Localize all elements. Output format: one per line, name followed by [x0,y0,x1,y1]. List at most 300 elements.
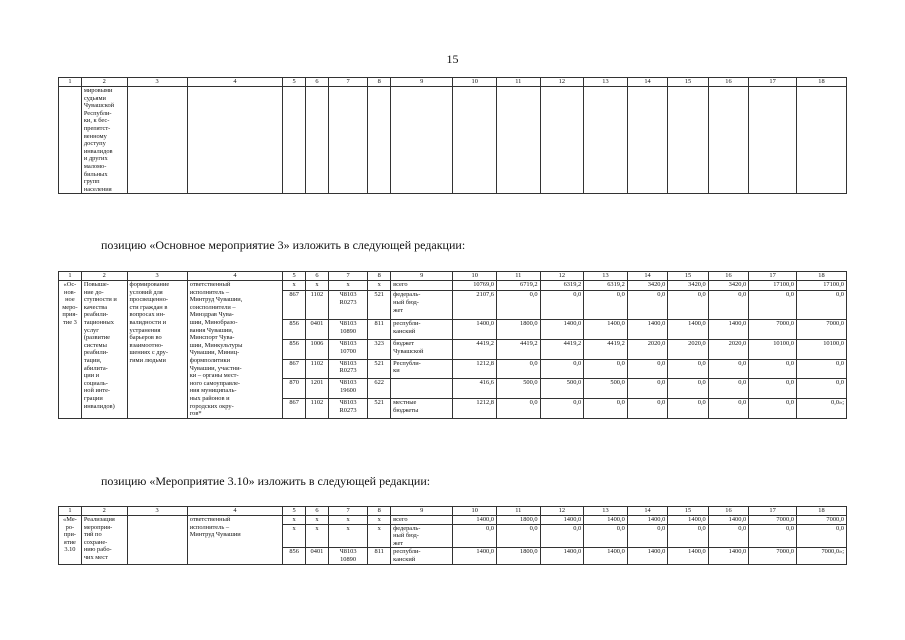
responsible-executor-cell-line: соисполнители – [189,303,236,311]
funding-value-cell: 1400,0 [708,320,748,340]
column-number-cell: 14 [627,507,667,516]
column-number-cell: 1 [59,78,82,87]
grbs-code-cell: 867 [283,398,306,418]
funding-value-cell: 0,0»; [796,398,846,418]
funding-value-cell: 1400,0 [584,516,628,525]
responsible-executor-cell-line: исполнитель – [189,523,230,531]
funding-value-cell: 1212,8 [453,359,497,379]
responsible-executor-cell [187,516,283,565]
measure-goal-cell-line: устранения [129,326,161,334]
target-article-line: 10700 [340,347,357,355]
funding-value-cell: 3420,0 [627,281,667,291]
column-number-cell: 16 [708,272,748,281]
column-number-cell: 2 [81,507,127,516]
grbs-code-cell: 856 [283,548,306,564]
funding-value-cell: 0,0 [668,291,708,320]
responsible-executor-cell-line: ответственный [189,281,231,288]
measure-name-cell-line: системы [83,341,107,349]
funding-value-cell: 0,0 [540,291,584,320]
funding-value-cell: 0,0 [584,524,628,548]
column-number-cell: 7 [328,507,367,516]
instruction-heading-main-measure-3: позицию «Основное мероприятие 3» изложить в следующей редакции: [101,238,466,252]
empty-cell [187,87,283,194]
measure-name-cell-line: Повыше- [83,281,109,288]
column-number-cell: 14 [627,272,667,281]
measure-name-line: судьями [83,94,106,102]
empty-cell [328,87,367,194]
empty-cell [584,87,628,194]
target-article-cell [328,516,367,525]
measure-name-line: населения [83,185,112,193]
column-number-cell: 16 [708,507,748,516]
measure-name-cell-line: качества [83,303,108,311]
funding-source-cell [391,548,453,564]
funding-value-cell: 0,0 [749,524,797,548]
measure-goal-cell-line: взаимоотно- [129,341,164,349]
funding-source-cell [391,524,453,548]
column-number-cell: 17 [749,272,797,281]
funding-value-cell: 3420,0 [668,281,708,291]
expense-type-cell: 622 [368,379,391,399]
funding-value-cell: 7000,0 [796,516,846,525]
measure-number-cell-line: «Ме- [63,516,77,523]
measure-name-cell-line: сохране- [83,538,108,546]
column-number-cell: 12 [540,507,584,516]
funding-source-line: канский [393,327,416,335]
measure-name-cell-line: тационных [83,318,114,326]
target-article-line: Ч8103 [339,359,357,367]
expense-type-cell: 811 [368,548,391,564]
responsible-executor-cell-line: ных районов и [189,394,230,402]
funding-value-cell: 0,0 [540,359,584,379]
funding-value-cell: 4419,2 [540,339,584,359]
responsible-executor-cell-line: шии, Минкультуры [189,341,243,349]
measure-number-cell-line: меро- [62,303,78,311]
column-number-cell: 9 [391,272,453,281]
measure-goal-cell [127,281,187,419]
measure-name-line: бильных [83,170,108,178]
column-number-cell: 1 [59,507,82,516]
target-article-cell [328,339,367,359]
funding-value-cell: 0,0 [796,359,846,379]
measure-goal-cell-line: просвещенно- [129,296,169,304]
measure-name-cell-line: услуг [83,326,99,334]
expense-type-cell: 323 [368,339,391,359]
column-number-cell: 2 [81,272,127,281]
measure-goal-cell-line: вопросах ин- [129,311,166,319]
measure-name-cell-line: тий по [83,531,102,539]
measure-name-cell [81,516,127,565]
funding-source-line: жет [393,539,404,547]
column-number-cell: 16 [708,78,748,87]
measure-name-cell-line: мероприя- [83,523,113,531]
measure-name-line: групп [83,178,100,186]
target-article-line: Ч8103 [339,320,357,328]
responsible-executor-cell-line: Минздрав Чува- [189,311,234,319]
target-article-cell [328,320,367,340]
empty-cell [627,87,667,194]
funding-source-cell [391,516,453,525]
funding-value-cell: 0,0 [627,359,667,379]
funding-value-cell: 1400,0 [708,548,748,564]
section-code-cell: х [306,281,329,291]
expense-type-cell: х [368,524,391,548]
column-number-cell: 10 [453,272,497,281]
responsible-executor-cell-line: городских окру- [189,402,234,410]
column-number-cell: 13 [584,78,628,87]
funding-source-line: жет [393,306,404,314]
grbs-code-cell: 867 [283,359,306,379]
empty-cell [306,87,329,194]
funding-value-cell: 7000,0»; [796,548,846,564]
responsible-executor-cell-line: ки – органы мест- [189,372,239,380]
funding-value-cell: 1800,0 [497,320,541,340]
column-number-cell: 2 [81,78,127,87]
target-article-cell [328,359,367,379]
column-number-cell: 7 [328,272,367,281]
target-article-line: 10890 [340,555,357,563]
section-code-cell: 1201 [306,379,329,399]
measure-name-cell-line: ной инте- [83,387,111,395]
funding-value-cell: 0,0 [796,291,846,320]
measure-number-cell [59,281,82,419]
responsible-executor-cell-line: Минспорт Чува- [189,334,235,342]
target-article-cell [328,379,367,399]
measure-name-cell [81,87,127,194]
section-code-cell: х [306,516,329,525]
funding-value-cell: 0,0 [749,359,797,379]
measure-name-line: мировыми [83,87,113,94]
expense-type-cell: 811 [368,320,391,340]
measure-name-cell-line: чих мест [83,553,108,561]
expense-type-cell: 521 [368,359,391,379]
funding-source-line: федераль- [393,524,421,532]
funding-source-line: республи- [393,320,421,328]
target-article-line: х [346,524,350,532]
measure-number-cell-line: 3.10 [64,546,76,554]
funding-value-cell: 500,0 [540,379,584,399]
section-code-cell: 0401 [306,548,329,564]
funding-value-cell: 0,0 [708,359,748,379]
funding-value-cell: 0,0 [584,291,628,320]
funding-value-cell: 1400,0 [540,516,584,525]
funding-value-cell: 0,0 [708,379,748,399]
measure-name-cell-line: ступности и [83,296,117,304]
table-main-measure-3 [58,271,847,419]
column-number-cell: 6 [306,272,329,281]
funding-value-cell: 0,0 [708,398,748,418]
funding-value-cell: 7000,0 [749,548,797,564]
funding-value-cell: 0,0 [627,524,667,548]
funding-value-cell: 0,0 [796,379,846,399]
expense-type-cell: х [368,516,391,525]
expense-type-cell: 521 [368,291,391,320]
target-article-line: Ч8103 [339,379,357,387]
target-article-line: Ч8103 [339,339,357,347]
funding-value-cell: 10100,0 [796,339,846,359]
funding-value-cell: 1400,0 [708,516,748,525]
funding-value-cell: 0,0 [627,291,667,320]
measure-goal-cell-line: формирование [129,281,170,288]
funding-source-cell [391,379,453,399]
funding-value-cell: 500,0 [584,379,628,399]
empty-cell [59,87,82,194]
funding-value-cell: 2107,6 [453,291,497,320]
target-article-line: х [346,516,350,523]
responsible-executor-cell-line: Минтруд Чувашии [189,531,241,539]
measure-number-cell-line: прия- [62,311,78,319]
funding-value-cell: 0,0 [540,398,584,418]
measure-name-line: Чувашской [83,102,115,110]
empty-cell [368,87,391,194]
column-number-cell: 12 [540,78,584,87]
column-number-row [59,272,847,281]
funding-source-cell [391,359,453,379]
section-code-cell: х [306,524,329,548]
measure-name-cell-line: ции и [83,372,100,380]
measure-number-cell-line: тие 3 [62,318,77,326]
column-number-cell: 17 [749,507,797,516]
funding-source-cell [391,281,453,291]
funding-source-line: канский [393,555,416,563]
column-number-cell: 14 [627,78,667,87]
funding-value-cell: 1400,0 [627,548,667,564]
measure-name-line: и других [83,155,108,163]
funding-source-cell [391,320,453,340]
funding-value-cell: 6319,2 [584,281,628,291]
table-row [59,516,847,525]
empty-cell [391,87,453,194]
funding-value-cell: 2020,0 [668,339,708,359]
measure-goal-cell-line: барьеров во [129,334,162,342]
expense-type-cell: 521 [368,398,391,418]
target-article-cell [328,281,367,291]
target-article-line: Ч8103 [339,398,357,406]
column-number-cell: 12 [540,272,584,281]
empty-cell [749,87,797,194]
funding-value-cell: 1400,0 [453,548,497,564]
funding-value-cell: 7000,0 [796,320,846,340]
funding-value-cell: 0,0 [796,524,846,548]
grbs-code-cell: 856 [283,339,306,359]
column-number-cell: 4 [187,78,283,87]
empty-cell [283,87,306,194]
empty-cell [127,87,187,194]
measure-number-cell-line: нов- [64,288,76,296]
grbs-code-cell: 856 [283,320,306,340]
column-number-cell: 3 [127,272,187,281]
column-number-cell: 15 [668,507,708,516]
column-number-cell: 18 [796,272,846,281]
funding-value-cell: 0,0 [584,398,628,418]
column-number-cell: 3 [127,78,187,87]
funding-value-cell: 1400,0 [627,320,667,340]
target-article-line: R0273 [339,406,357,414]
funding-value-cell: 0,0 [497,359,541,379]
funding-value-cell: 0,0 [627,398,667,418]
measure-goal-cell [127,516,187,565]
empty-cell [497,87,541,194]
funding-value-cell: 0,0 [497,524,541,548]
column-number-cell: 9 [391,78,453,87]
target-article-cell [328,291,367,320]
empty-cell [668,87,708,194]
funding-value-cell: 1800,0 [497,516,541,525]
funding-value-cell: 1400,0 [668,516,708,525]
funding-value-cell: 0,0 [627,379,667,399]
measure-name-cell-line: социаль- [83,379,108,387]
column-number-cell: 5 [283,272,306,281]
funding-value-cell: 4419,2 [497,339,541,359]
column-number-cell: 6 [306,507,329,516]
funding-value-cell: 0,0 [668,398,708,418]
measure-name-cell-line: инвалидов) [83,402,115,410]
funding-value-cell: 0,0 [749,379,797,399]
measure-number-cell-line: «Ос- [63,281,77,288]
column-number-cell: 10 [453,507,497,516]
grbs-code-cell: х [283,516,306,525]
funding-value-cell: 0,0 [708,524,748,548]
column-number-cell: 3 [127,507,187,516]
measure-number-cell-line: ятие [63,538,76,546]
responsible-executor-cell-line: формполитики [189,356,231,364]
column-number-cell: 18 [796,507,846,516]
column-number-cell: 6 [306,78,329,87]
measure-name-cell-line: Реализация [83,516,115,523]
column-number-cell: 7 [328,78,367,87]
instruction-heading-measure-3-10: позицию «Мероприятие 3.10» изложить в следующей редакции: [101,474,431,488]
section-code-cell: 1102 [306,291,329,320]
measure-name-cell-line: ние до- [83,288,104,296]
responsible-executor-cell-line: шии, Минобразо- [189,318,238,326]
target-article-line: R0273 [339,299,357,307]
measure-number-cell-line: ное [65,296,75,304]
measure-number-cell-line: при- [63,531,76,539]
funding-value-cell: 0,0 [668,379,708,399]
measure-goal-cell-line: сти граждан в [129,303,168,311]
responsible-executor-cell-line: гов* [189,410,202,418]
responsible-executor-cell-line: исполнитель – [189,288,230,296]
measure-name-cell-line: реабили- [83,349,109,357]
measure-name-cell-line: реабили- [83,311,109,319]
funding-value-cell: 7000,0 [749,516,797,525]
target-article-line: Ч8103 [339,291,357,299]
funding-value-cell: 2020,0 [627,339,667,359]
page-number: 15 [446,52,459,66]
measure-name-line: препятст- [83,124,111,132]
section-code-cell: 1102 [306,359,329,379]
funding-source-line: ный бюд- [393,532,419,540]
funding-value-cell: 7000,0 [749,320,797,340]
funding-source-line: местные [393,398,417,406]
column-number-cell: 11 [497,78,541,87]
funding-source-line: бюджет [393,339,415,347]
funding-value-cell: 0,0 [708,291,748,320]
funding-value-cell: 2020,0 [708,339,748,359]
column-number-cell: 15 [668,78,708,87]
funding-value-cell: 1400,0 [584,548,628,564]
responsible-executor-cell-line: ния муниципаль- [189,387,237,395]
measure-name-cell-line: тации, [83,356,102,364]
target-article-line: х [346,281,350,288]
column-number-cell: 8 [368,507,391,516]
measure-name-line: ки, к бес- [83,117,110,125]
empty-cell [796,87,846,194]
responsible-executor-cell-line: Минтруд Чувашии, [189,296,243,304]
funding-value-cell: 4419,2 [584,339,628,359]
table-row [59,281,847,291]
grbs-code-cell: х [283,524,306,548]
section-code-cell: 0401 [306,320,329,340]
empty-cell [453,87,497,194]
funding-value-cell: 0,0 [497,291,541,320]
funding-source-line: всего [393,516,408,523]
column-number-row [59,78,847,87]
measure-name-cell-line: абилита- [83,364,108,372]
funding-source-line: Республи- [393,359,421,367]
measure-goal-cell-line: условий для [129,288,163,296]
section-code-cell: 1006 [306,339,329,359]
funding-value-cell: 1400,0 [453,516,497,525]
target-article-line: Ч8103 [339,548,357,556]
funding-value-cell: 0,0 [453,524,497,548]
funding-source-cell [391,339,453,359]
funding-source-line: ки [393,367,400,375]
section-code-cell: 1102 [306,398,329,418]
funding-value-cell: 0,0 [668,524,708,548]
measure-name-line: инвалидов [83,147,113,155]
funding-source-line: ный бюд- [393,299,419,307]
funding-value-cell: 6719,2 [497,281,541,291]
responsible-executor-cell-line: Чувашии, участни- [189,364,242,372]
funding-value-cell: 0,0 [749,398,797,418]
funding-value-cell: 500,0 [497,379,541,399]
measure-name-cell-line: (развитие [83,334,110,342]
funding-value-cell: 0,0 [497,398,541,418]
funding-value-cell: 1400,0 [584,320,628,340]
column-number-row [59,507,847,516]
target-article-line: R0273 [339,367,357,375]
funding-value-cell: 1400,0 [540,548,584,564]
column-number-cell: 4 [187,507,283,516]
funding-source-line: Чувашской [393,347,424,355]
grbs-code-cell: х [283,281,306,291]
measure-name-line: маломо- [83,162,107,170]
responsible-executor-cell [187,281,283,419]
funding-value-cell: 416,6 [453,379,497,399]
funding-value-cell: 1400,0 [540,320,584,340]
responsible-executor-cell-line: Чувашии, Миниц- [189,349,240,357]
table-continuation [58,77,847,194]
funding-value-cell: 3420,0 [708,281,748,291]
column-number-cell: 1 [59,272,82,281]
measure-name-cell [81,281,127,419]
empty-cell [708,87,748,194]
target-article-line: 10890 [340,327,357,335]
funding-value-cell: 4419,2 [453,339,497,359]
funding-value-cell: 1400,0 [668,320,708,340]
funding-value-cell: 1400,0 [453,320,497,340]
table-row [59,87,847,194]
column-number-cell: 11 [497,507,541,516]
table-measure-3-10 [58,506,847,565]
target-article-cell [328,524,367,548]
grbs-code-cell: 867 [283,291,306,320]
column-number-cell: 4 [187,272,283,281]
column-number-cell: 10 [453,78,497,87]
column-number-cell: 11 [497,272,541,281]
column-number-cell: 18 [796,78,846,87]
